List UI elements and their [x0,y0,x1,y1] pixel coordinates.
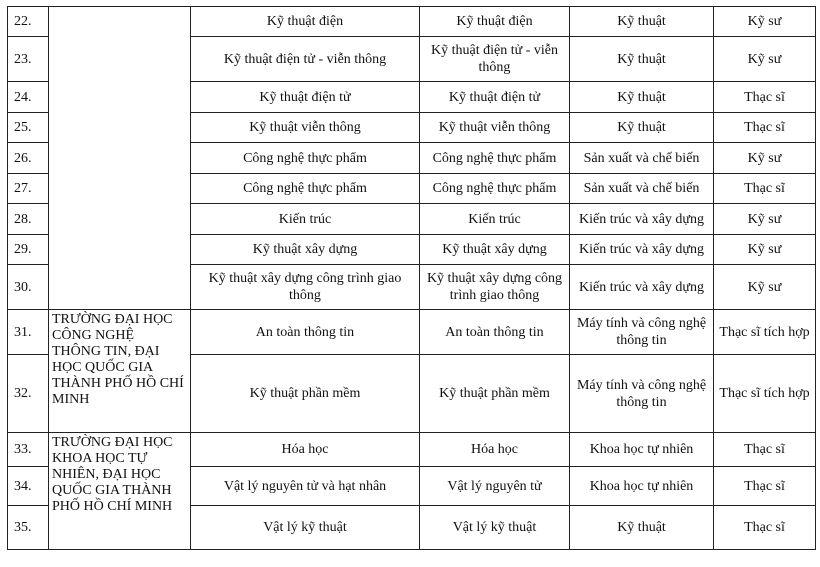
major-name: Hóa học [191,433,420,467]
major-name: Vật lý kỹ thuật [191,506,420,550]
major-name-alt: Kỹ thuật xây dựng [420,235,570,265]
row-number: 26. [8,143,49,174]
table-row [8,7,816,37]
degree: Kỹ sư [714,204,816,235]
degree: Thạc sĩ [714,82,816,113]
major-name: Vật lý nguyên tử và hạt nhân [191,467,420,506]
degree: Thạc sĩ [714,467,816,506]
row-number: 27. [8,174,49,204]
major-name-alt: Kỹ thuật điện tử [420,82,570,113]
major-name: Kỹ thuật viễn thông [191,113,420,143]
major-name-alt: Kỹ thuật viễn thông [420,113,570,143]
row-number: 23. [8,37,49,82]
major-name: Kỹ thuật điện [191,7,420,37]
degree: Thạc sĩ [714,174,816,204]
field-group: Khoa học tự nhiên [570,433,714,467]
major-name: Công nghệ thực phẩm [191,143,420,174]
degree: Thạc sĩ [714,113,816,143]
degree: Kỹ sư [714,235,816,265]
school-name-cell: TRƯỜNG ĐẠI HỌC CÔNG NGHỆ THÔNG TIN, ĐẠI HỌC QUỐC GIA THÀNH PHỐ HỒ CHÍ MINH [49,310,191,433]
major-name: Kỹ thuật điện tử - viễn thông [191,37,420,82]
table-row [8,433,816,467]
major-name: Kỹ thuật xây dựng [191,235,420,265]
field-group: Kiến trúc và xây dựng [570,235,714,265]
degree: Thạc sĩ tích hợp [714,355,816,433]
field-group: Khoa học tự nhiên [570,467,714,506]
degree: Kỹ sư [714,265,816,310]
major-name-alt: Vật lý kỹ thuật [420,506,570,550]
major-name-alt: Kỹ thuật phần mềm [420,355,570,433]
programs-table [7,6,816,550]
major-name: Công nghệ thực phẩm [191,174,420,204]
field-group: Sản xuất và chế biến [570,174,714,204]
degree: Kỹ sư [714,7,816,37]
row-number: 28. [8,204,49,235]
major-name: Kỹ thuật điện tử [191,82,420,113]
row-number: 35. [8,506,49,550]
row-number: 25. [8,113,49,143]
degree: Thạc sĩ [714,433,816,467]
major-name-alt: Kiến trúc [420,204,570,235]
field-group: Kỹ thuật [570,7,714,37]
major-name-alt: Vật lý nguyên tử [420,467,570,506]
major-name-alt: Kỹ thuật điện [420,7,570,37]
degree: Thạc sĩ tích hợp [714,310,816,355]
field-group: Kỹ thuật [570,37,714,82]
field-group: Sản xuất và chế biến [570,143,714,174]
major-name: Kỹ thuật xây dựng công trình giao thông [191,265,420,310]
row-number: 22. [8,7,49,37]
degree: Thạc sĩ [714,506,816,550]
major-name-alt: Kỹ thuật xây dựng công trình giao thông [420,265,570,310]
field-group: Kỹ thuật [570,506,714,550]
school-name-cell [49,7,191,310]
row-number: 33. [8,433,49,467]
major-name-alt: Công nghệ thực phẩm [420,143,570,174]
row-number: 30. [8,265,49,310]
major-name-alt: An toàn thông tin [420,310,570,355]
row-number: 29. [8,235,49,265]
row-number: 32. [8,355,49,433]
major-name: Kỹ thuật phần mềm [191,355,420,433]
degree: Kỹ sư [714,37,816,82]
row-number: 24. [8,82,49,113]
field-group: Máy tính và công nghệ thông tin [570,355,714,433]
row-number: 31. [8,310,49,355]
row-number: 34. [8,467,49,506]
field-group: Kỹ thuật [570,113,714,143]
major-name-alt: Công nghệ thực phẩm [420,174,570,204]
table-row [8,310,816,355]
degree: Kỹ sư [714,143,816,174]
major-name-alt: Hóa học [420,433,570,467]
major-name-alt: Kỹ thuật điện tử - viễn thông [420,37,570,82]
field-group: Kiến trúc và xây dựng [570,204,714,235]
field-group: Máy tính và công nghệ thông tin [570,310,714,355]
field-group: Kỹ thuật [570,82,714,113]
major-name: Kiến trúc [191,204,420,235]
major-name: An toàn thông tin [191,310,420,355]
school-name-cell: TRƯỜNG ĐẠI HỌC KHOA HỌC TỰ NHIÊN, ĐẠI HỌC QUỐC GIA THÀNH PHỐ HỒ CHÍ MINH [49,433,191,550]
field-group: Kiến trúc và xây dựng [570,265,714,310]
